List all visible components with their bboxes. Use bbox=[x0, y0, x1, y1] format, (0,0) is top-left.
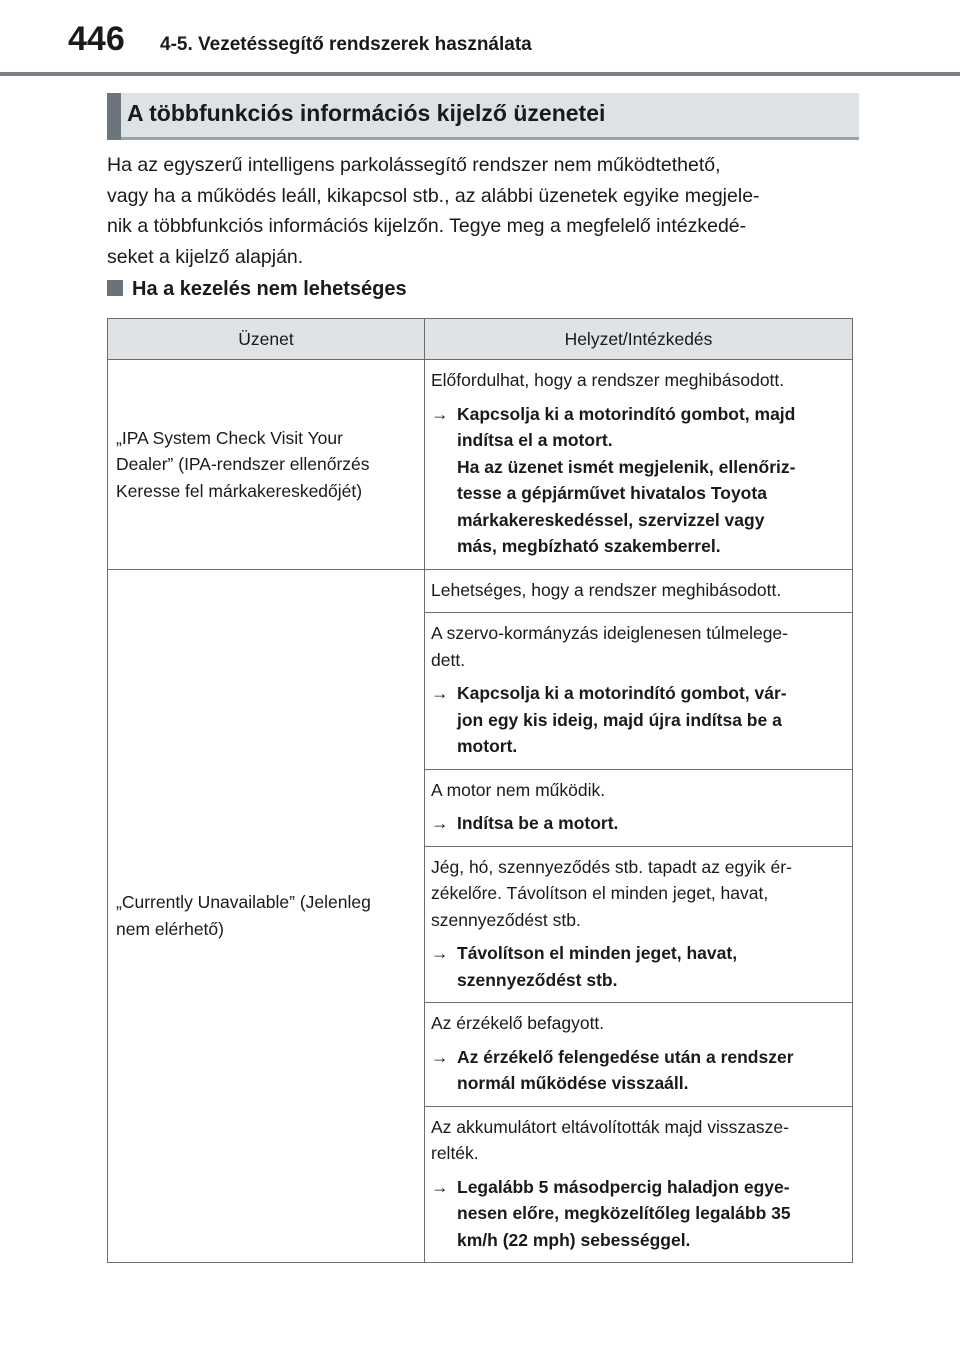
situation-cell bbox=[425, 613, 853, 770]
table-header-row bbox=[108, 319, 853, 360]
action-line: jon egy kis ideig, majd újra indítsa be a bbox=[457, 709, 782, 730]
action-line: Az érzékelő felengedése után a rendszer bbox=[457, 1046, 794, 1067]
intro-line: nik a többfunkciós információs kijelzőn. Tegye meg a megfelelő intézkedé- bbox=[107, 215, 747, 237]
action-line: Kapcsolja ki a motorindító gombot, majd bbox=[457, 403, 796, 424]
message-line: „IPA System Check Visit Your bbox=[116, 427, 343, 448]
subheading bbox=[107, 278, 407, 301]
action-instruction bbox=[431, 1174, 844, 1254]
situation-line: Előfordulhat, hogy a rendszer meghibásodott. bbox=[431, 370, 785, 390]
subheading-text: Ha a kezelés nem lehetséges bbox=[132, 278, 407, 300]
action-line: motort. bbox=[457, 736, 518, 756]
message-line: „Currently Unavailable” (Jelenleg bbox=[116, 892, 371, 913]
action-text bbox=[457, 401, 795, 560]
action-instruction bbox=[431, 810, 844, 837]
intro-line: Ha az egyszerű intelligens parkolássegítő rendszer nem működtethető, bbox=[107, 154, 721, 176]
situation-line: Az érzékelő befagyott. bbox=[431, 1013, 605, 1033]
action-text bbox=[457, 1174, 791, 1254]
action-line: Kapcsolja ki a motorindító gombot, vár- bbox=[457, 683, 787, 703]
message-cell bbox=[108, 360, 425, 570]
action-line: km/h (22 mph) sebességgel. bbox=[457, 1229, 691, 1250]
arrow-right-icon: → bbox=[431, 813, 449, 833]
intro-paragraph bbox=[107, 150, 859, 272]
situation-line: A szervo-kormányzás ideiglenesen túlmelege- bbox=[431, 623, 788, 643]
action-text bbox=[457, 680, 787, 760]
arrow-right-icon: → bbox=[431, 1176, 449, 1197]
message-line: nem elérhető) bbox=[116, 918, 224, 939]
action-line: szennyeződést stb. bbox=[457, 969, 618, 990]
situation-cell bbox=[425, 360, 853, 570]
situation-cell bbox=[425, 1003, 853, 1107]
action-line: tesse a gépjárművet hivatalos Toyota bbox=[457, 483, 767, 503]
situation-line: dett. bbox=[431, 649, 466, 670]
action-text bbox=[457, 1044, 794, 1097]
situation-line: relték. bbox=[431, 1143, 479, 1163]
action-line: Ha az üzenet ismét megjelenik, ellenőriz- bbox=[457, 456, 796, 477]
action-line: Távolítson el minden jeget, havat, bbox=[457, 943, 738, 963]
situation-cell bbox=[425, 569, 853, 613]
action-line: Indítsa be a motort. bbox=[457, 813, 619, 833]
action-instruction bbox=[431, 401, 844, 560]
action-instruction bbox=[431, 1044, 844, 1097]
message-line: Keresse fel márkakereskedőjét) bbox=[116, 480, 363, 501]
section-title: A többfunkciós információs kijelző üzenetei bbox=[127, 100, 606, 126]
column-header-message: Üzenet bbox=[108, 319, 425, 360]
situation-cell bbox=[425, 769, 853, 846]
situation-line: Lehetséges, hogy a rendszer meghibásodott. bbox=[431, 579, 782, 600]
action-line: Legalább 5 másodpercig haladjon egye- bbox=[457, 1176, 790, 1197]
message-cell bbox=[108, 569, 425, 1263]
situation-line: A motor nem működik. bbox=[431, 779, 606, 800]
situation-line: Jég, hó, szennyeződés stb. tapadt az egyik ér- bbox=[431, 856, 792, 877]
action-line: indítsa el a motort. bbox=[457, 430, 613, 450]
page-header bbox=[0, 0, 960, 78]
page-number: 446 bbox=[68, 20, 125, 58]
action-line: nesen előre, megközelítőleg legalább 35 bbox=[457, 1203, 791, 1223]
square-bullet-icon bbox=[107, 280, 123, 296]
chapter-title: 4-5. Vezetéssegítő rendszerek használata bbox=[160, 34, 532, 55]
section-heading bbox=[107, 93, 859, 140]
arrow-right-icon: → bbox=[431, 1046, 449, 1067]
situation-line: zékelőre. Távolítson el minden jeget, havat, bbox=[431, 883, 769, 903]
arrow-right-icon: → bbox=[431, 683, 449, 703]
situation-line: Az akkumulátort eltávolították majd visszasze- bbox=[431, 1116, 789, 1137]
intro-line: seket a kijelző alapján. bbox=[107, 245, 304, 268]
message-line: Dealer” (IPA-rendszer ellenőrzés bbox=[116, 454, 370, 474]
intro-line: vagy ha a működés leáll, kikapcsol stb., az alábbi üzenetek egyike megjele- bbox=[107, 184, 760, 207]
action-instruction bbox=[431, 940, 844, 993]
table-row bbox=[108, 360, 853, 570]
header-divider bbox=[0, 72, 960, 76]
action-line: más, megbízható szakemberrel. bbox=[457, 536, 721, 556]
message-table bbox=[107, 318, 853, 1263]
table-body bbox=[108, 360, 853, 1263]
action-line: márkakereskedéssel, szervizzel vagy bbox=[457, 509, 765, 530]
action-line: normál működése visszaáll. bbox=[457, 1073, 689, 1093]
action-instruction bbox=[431, 680, 844, 760]
arrow-right-icon: → bbox=[431, 403, 449, 424]
table-row bbox=[108, 569, 853, 613]
action-text bbox=[457, 810, 618, 837]
section-accent bbox=[107, 93, 121, 140]
situation-line: szennyeződést stb. bbox=[431, 909, 581, 930]
situation-cell bbox=[425, 1106, 853, 1263]
column-header-situation: Helyzet/Intézkedés bbox=[425, 319, 853, 360]
arrow-right-icon: → bbox=[431, 943, 449, 963]
situation-cell bbox=[425, 846, 853, 1003]
action-text bbox=[457, 940, 737, 993]
